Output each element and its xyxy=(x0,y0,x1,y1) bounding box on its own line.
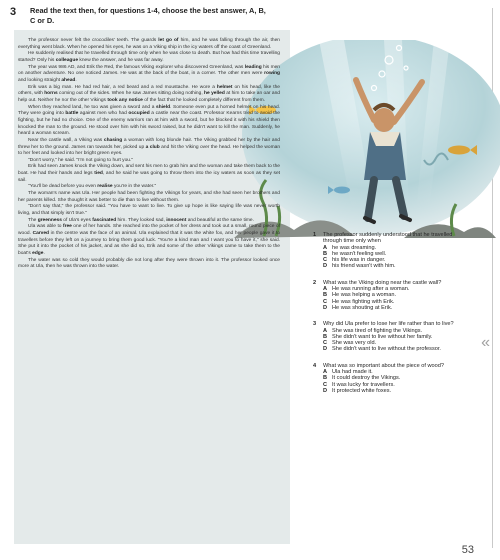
story-run: and beautiful at the same time. xyxy=(186,217,254,223)
story-run: Erik was a big man. He had red hair, a red beard and a red moustache. He wore a xyxy=(28,84,217,90)
story-paragraph xyxy=(18,258,280,271)
option-letter: D xyxy=(323,387,328,394)
option-text: he was dreaming. xyxy=(332,244,377,251)
story-run: He suddenly realised that he travelled through time only when he was close to death. But how had this time travelling started? Only his xyxy=(18,51,280,63)
story-keyword: fascinated xyxy=(92,217,117,223)
question-number: 2 xyxy=(313,279,317,286)
option-d[interactable] xyxy=(323,346,465,352)
option-text: He was helping a woman. xyxy=(332,292,397,299)
story-run: "You'll be dead before you even xyxy=(28,184,98,190)
option-letter: D xyxy=(323,263,328,270)
story-run: coming out of the sides. When he saw James sitting doing nothing, xyxy=(57,91,205,97)
story-run: on his head, like the others, with xyxy=(18,84,280,97)
story-keyword: rowing xyxy=(264,71,280,77)
story-paragraph xyxy=(18,65,280,85)
story-keyword: innocent xyxy=(166,217,187,223)
option-text: his life was in danger. xyxy=(332,257,386,264)
story-run: The xyxy=(28,217,38,223)
story-keyword: occupied xyxy=(128,111,150,117)
story-keyword: colleague xyxy=(55,57,79,63)
question-stem: What was so important about the piece of wood? xyxy=(323,362,444,369)
back-arrow-icon[interactable]: « xyxy=(481,334,490,351)
story-paragraph xyxy=(18,85,280,105)
question-2 xyxy=(313,280,465,311)
story-run: a woman with long blonde hair. The Viking grabbed her by the hair and threw her to the ground. James ran towards her, picked up xyxy=(18,137,280,150)
option-letter: D xyxy=(323,304,328,311)
option-d[interactable] xyxy=(323,305,465,311)
question-number: 4 xyxy=(313,362,317,369)
question-3 xyxy=(313,321,465,352)
story-run: . Someone even put a horned helmet on his head. They were going into xyxy=(18,104,280,117)
story-run: Erik had seen James knock the Viking down, and sent his men to grab him and the woman and take them back to the boat. He had their hands and legs xyxy=(18,164,280,177)
story-keyword: chasing xyxy=(103,137,123,143)
story-run: . xyxy=(43,251,45,256)
option-letter: D xyxy=(323,346,328,353)
story-paragraph xyxy=(18,51,280,64)
option-text: Ula had made it. xyxy=(332,369,373,376)
story-keyword: let go of xyxy=(158,38,179,43)
story-run: knew the answer, and he was far away. xyxy=(78,57,164,63)
option-letter: C xyxy=(323,298,328,305)
task-instruction: Read the text then, for questions 1-4, choose the best answer, A, B, C or D. xyxy=(30,6,266,25)
question-1 xyxy=(313,232,465,270)
story-run: When they reached land, he too was given a sword and a xyxy=(28,104,157,110)
story-keyword: ahead xyxy=(61,77,76,83)
question-stem: The professor suddenly understood that he travelled through time only when xyxy=(323,232,453,245)
story-run: at him to take an oar and help out. Neither he nor the other Vikings xyxy=(18,91,280,103)
story-run: , and he said he was going to throw them into the icy waters as soon as they set sail. xyxy=(18,171,280,183)
story-keyword: battle xyxy=(65,111,79,117)
story-paragraph xyxy=(18,191,280,204)
story-run: him, and he was falling through the air, then everything went black. When he opened his eyes, he was on a Viking ship in the icy waters off the coast of Greenland. xyxy=(18,38,280,50)
question-number: 1 xyxy=(313,232,317,238)
story-keyword: Carved xyxy=(32,231,50,237)
story-keyword: tied xyxy=(94,171,103,177)
story-paragraph xyxy=(18,204,280,217)
option-text: She was very old. xyxy=(332,340,377,347)
story-run: of the fact that he looked completely different from them. xyxy=(142,97,265,103)
story-run: . xyxy=(75,77,77,83)
option-text: He was shouting at Erik. xyxy=(332,304,393,311)
option-letter: C xyxy=(323,257,328,264)
question-stem: Why did Ula prefer to lose her life rather than to live? xyxy=(323,321,454,328)
option-text: he wasn't feeling well. xyxy=(332,250,387,257)
option-letter: B xyxy=(323,375,328,382)
story-run: one of her hands. She reached into the pocket of her dress and took out a small, round piece of wood. xyxy=(18,224,280,237)
option-letter: A xyxy=(323,369,328,376)
option-text: She didn't want to live without the professor. xyxy=(332,346,441,353)
story-paragraph xyxy=(18,138,280,158)
option-text: She was tired of fighting the Vikings. xyxy=(332,327,423,334)
option-text: his friend wasn't with him. xyxy=(332,263,396,270)
story-run: and hit the Viking over the head. He helped the woman to her feet and looked into her bright green eyes. xyxy=(18,144,281,157)
story-paragraph xyxy=(18,164,280,184)
option-text: She didn't want to live without her family. xyxy=(332,333,433,340)
story-run: The woman's name was Ula. Her people had been fighting the Vikings for years, and she had seen her brothers and her parents killed. She thought it was better to die than to live without them. xyxy=(18,191,280,203)
option-letter: C xyxy=(323,381,328,388)
story-keyword: took any notice xyxy=(107,97,143,103)
option-text: He was fighting with Erik. xyxy=(332,298,395,305)
option-text: He was running after a woman. xyxy=(332,286,410,293)
option-letter: A xyxy=(323,244,328,251)
option-letter: A xyxy=(323,286,328,293)
story-keyword: shield xyxy=(156,104,171,110)
story-run: The year was 986 AD, and Erik the Red, the famous Viking explorer who discovered Greenland, was xyxy=(28,64,245,70)
option-text: It could destroy the Vikings. xyxy=(332,375,401,382)
story-paragraph xyxy=(18,105,280,138)
story-keyword: greenness xyxy=(37,217,62,223)
story-run: him. They looked sad, xyxy=(116,217,167,223)
story-run: you're in the water." xyxy=(112,184,157,190)
story-keyword: free xyxy=(62,224,72,230)
task-number: 3 xyxy=(10,6,17,18)
story-run: The water was so cold they would probably die not long after they were thrown into it. The professor looked once more at Ula, then he was thrown into the water. xyxy=(18,257,280,270)
story-run: his men on another adventure. No one noticed James. He was at the back of the boat, in a corner. The other men were xyxy=(18,64,281,77)
story-run: in the centre was the face of an animal. Ula explained that it was the white fox, and her people gave it to travellers before they left on a journey to bring them good luck. "You're a kind man and I want you to have it," she said. She put it into the pocket of his jacket, and as she did so, Erik and some of the other Vikings came to take them to the boat's xyxy=(18,231,280,256)
option-letter: B xyxy=(323,333,328,340)
story-run: "Don't say that," the professor said. "You have to want to live. To give up hope is like saying life was never worth living, and that simply isn't true." xyxy=(18,204,280,217)
story-run: a castle near the coast. Professor Kearns tried to avoid the fighting, but he had no choice. One of the enemy warriors ran at him with a sword, but he blocked it with his shield then knocked the man to the ground. He stood over him with his sword raised, but he didn't want to kill the man. Suddenly, he heard a woman scream. xyxy=(18,111,280,137)
question-stem: What was the Viking doing near the castle wall? xyxy=(323,279,442,286)
story-keyword: a club xyxy=(145,144,160,150)
story-keyword: edge xyxy=(32,251,44,256)
story-paragraph xyxy=(18,224,280,257)
story-keyword: leading xyxy=(244,64,262,70)
story-run: "Don't worry," he said. "I'm not going to hurt you." xyxy=(28,157,134,163)
option-letter: B xyxy=(323,292,328,299)
option-letter: A xyxy=(323,327,328,334)
story-keyword: realise xyxy=(97,184,113,190)
story-keyword: horns xyxy=(44,91,58,97)
option-text: It protected white foxes. xyxy=(332,387,392,394)
page-number: 53 xyxy=(461,544,474,556)
story-run: and looking straight xyxy=(18,77,62,83)
story-keyword: helmet xyxy=(216,84,233,90)
story-keyword: he yelled xyxy=(204,91,225,97)
option-letter: B xyxy=(323,250,328,257)
questions-column xyxy=(313,232,465,401)
story-run: The professor never felt the crocodiles' teeth. The guards xyxy=(28,38,159,43)
option-text: It was lucky for travellers. xyxy=(332,381,395,388)
story-run: against men who had xyxy=(78,111,129,117)
option-d[interactable] xyxy=(323,263,465,269)
option-letter: C xyxy=(323,340,328,347)
question-4 xyxy=(313,363,465,394)
story-run: Ula was able to xyxy=(28,224,63,230)
story-text xyxy=(18,38,280,271)
story-run: Near the castle wall, a Viking was xyxy=(28,137,104,143)
question-number: 3 xyxy=(313,321,317,328)
story-paragraph xyxy=(18,38,280,51)
option-d[interactable] xyxy=(323,388,465,394)
story-run: of Ula's eyes xyxy=(61,217,93,223)
